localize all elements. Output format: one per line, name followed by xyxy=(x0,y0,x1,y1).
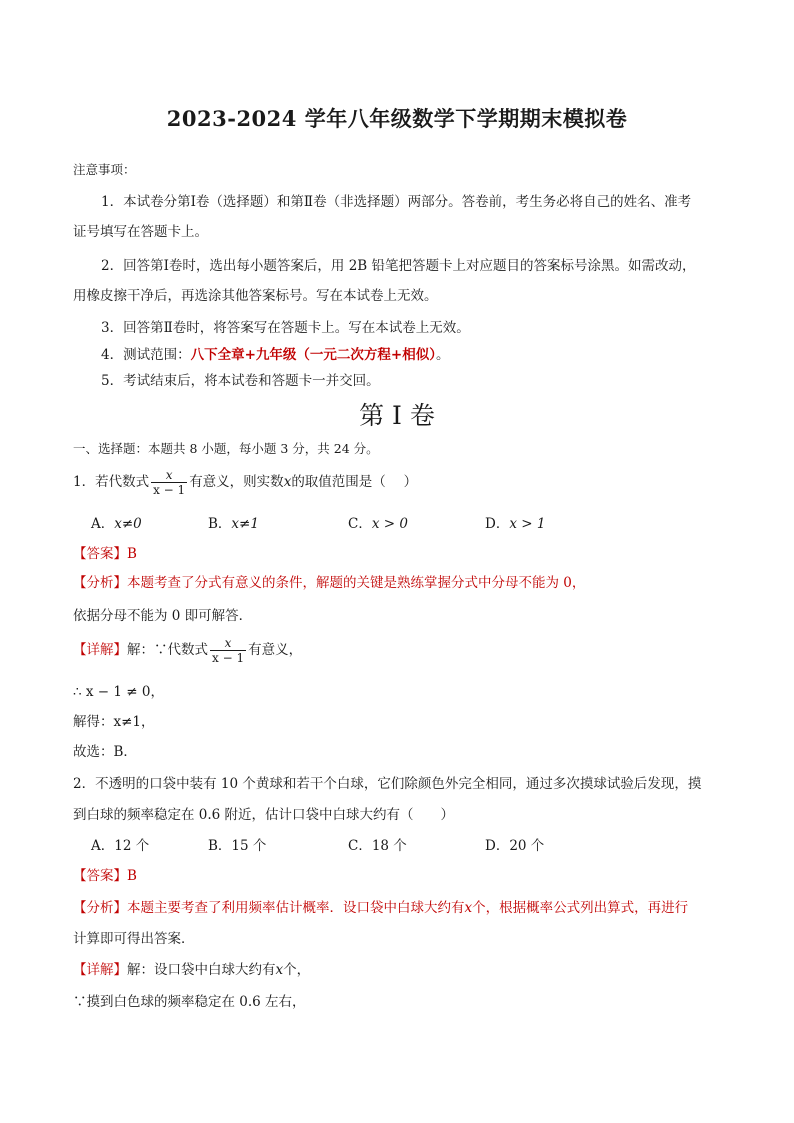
q1-detail-b: 有意义， xyxy=(248,642,303,658)
q1-option-c: C．x > 0 xyxy=(348,516,408,532)
q1-detail xyxy=(73,636,302,665)
note-2-line-1: 2．回答第Ⅰ卷时，选出每小题答案后，用 2B 铅笔把答题卡上对应题目的答案标号涂黑。如需改动， xyxy=(101,258,696,274)
q2-detail-b: 个， xyxy=(283,962,311,978)
q2-detail xyxy=(73,958,310,978)
q1-frac-numerator: x xyxy=(165,468,173,482)
q1-detail-tag: 【详解】 xyxy=(73,642,127,658)
q1-variable: x xyxy=(283,474,292,490)
q1-fraction xyxy=(151,468,187,497)
page-title: 2023-2024 学年八年级数学下学期期末模拟卷 xyxy=(166,106,628,131)
q1-analysis xyxy=(73,571,585,591)
note-1-line-1: 1．本试卷分第Ⅰ卷（选择题）和第Ⅱ卷（非选择题）两部分。答卷前，考生务必将自己的姓名、准考 xyxy=(101,194,692,210)
q2-detail-a: 解：设口袋中白球大约有 xyxy=(127,962,276,978)
q2-analysis xyxy=(73,896,688,916)
q1-detail-a: 解：∵代数式 xyxy=(127,642,208,658)
notes-heading: 注意事项： xyxy=(73,162,136,177)
q2-detail-tag: 【详解】 xyxy=(73,962,127,978)
note-4-suffix: 。 xyxy=(435,347,450,363)
note-3: 3．回答第Ⅱ卷时，将答案写在答题卡上。写在本试卷上无效。 xyxy=(101,320,470,336)
q2-analysis-line-2: 计算即可得出答案． xyxy=(73,931,195,947)
note-4-prefix: 4．测试范围： xyxy=(101,347,191,363)
q2-line-2: 到白球的频率稳定在 0.6 附近，估计口袋中白球大约有（ ） xyxy=(73,807,455,823)
q2-analysis-line-1-b: 个，根据概率公式列出算式，再进行 xyxy=(472,900,689,916)
q2-answer-value: B xyxy=(127,868,137,884)
q1-option-a: A．x≠0 xyxy=(91,516,142,532)
note-1-line-2: 证号填写在答题卡上。 xyxy=(73,224,208,240)
test-scope: 八下全章+九年级（一元二次方程+相似） xyxy=(190,347,436,363)
note-4 xyxy=(101,343,449,363)
part-one-heading: 一、选择题：本题共 8 小题，每小题 3 分，共 24 分。 xyxy=(73,441,379,456)
q2-step-1: ∵摸到白色球的频率稳定在 0.6 左右， xyxy=(73,994,306,1010)
q2-option-d: D．20 个 xyxy=(485,838,545,854)
note-5: 5．考试结束后，将本试卷和答题卡一并交回。 xyxy=(101,373,380,389)
section-heading: 第 I 卷 xyxy=(359,401,435,430)
q1-option-d: D．x > 1 xyxy=(485,516,546,532)
q1-step-1: ∴ x − 1 ≠ 0， xyxy=(73,684,164,700)
note-2-line-2: 用橡皮擦干净后，再选涂其他答案标号。写在本试卷上无效。 xyxy=(73,288,438,304)
q1-step-3: 故选：B． xyxy=(73,744,137,760)
q2-option-b: B．15 个 xyxy=(208,838,267,854)
q2-option-a: A．12 个 xyxy=(91,838,150,854)
q2-analysis-variable: x xyxy=(464,900,473,916)
q1-answer-value: B xyxy=(127,546,137,562)
q1-suffix-a: 有意义，则实数 xyxy=(189,474,284,490)
q1-prefix: 1．若代数式 xyxy=(73,474,150,490)
q1-analysis-line-2: 依据分母不能为 0 即可解答． xyxy=(73,608,253,624)
q1-analysis-tag: 【分析】 xyxy=(73,575,127,591)
q2-analysis-tag: 【分析】 xyxy=(73,900,127,916)
q1-answer-tag: 【答案】 xyxy=(73,546,127,562)
question-1 xyxy=(73,468,417,497)
q2-answer xyxy=(73,864,137,884)
q1-answer xyxy=(73,542,137,562)
q2-answer-tag: 【答案】 xyxy=(73,868,127,884)
q2-option-c: C．18 个 xyxy=(348,838,407,854)
q1-suffix-b: 的取值范围是（ ） xyxy=(291,474,418,490)
q1-frac-denominator: x − 1 xyxy=(153,483,186,497)
q2-analysis-line-1-a: 本题主要考查了利用频率估计概率．设口袋中白球大约有 xyxy=(127,900,465,916)
q1-analysis-line-1: 本题考查了分式有意义的条件，解题的关键是熟练掌握分式中分母不能为 0， xyxy=(127,575,586,591)
q1-option-b: B．x≠1 xyxy=(208,516,259,532)
q2-detail-variable: x xyxy=(275,962,284,978)
q1-detail-fraction: $\frac{x}{x - 1}$ xyxy=(212,636,245,665)
q2-line-1: 2．不透明的口袋中装有 10 个黄球和若干个白球，它们除颜色外完全相同，通过多次摸球试验后发现，摸 xyxy=(73,776,702,792)
q1-step-2: 解得：x≠1， xyxy=(73,714,155,730)
